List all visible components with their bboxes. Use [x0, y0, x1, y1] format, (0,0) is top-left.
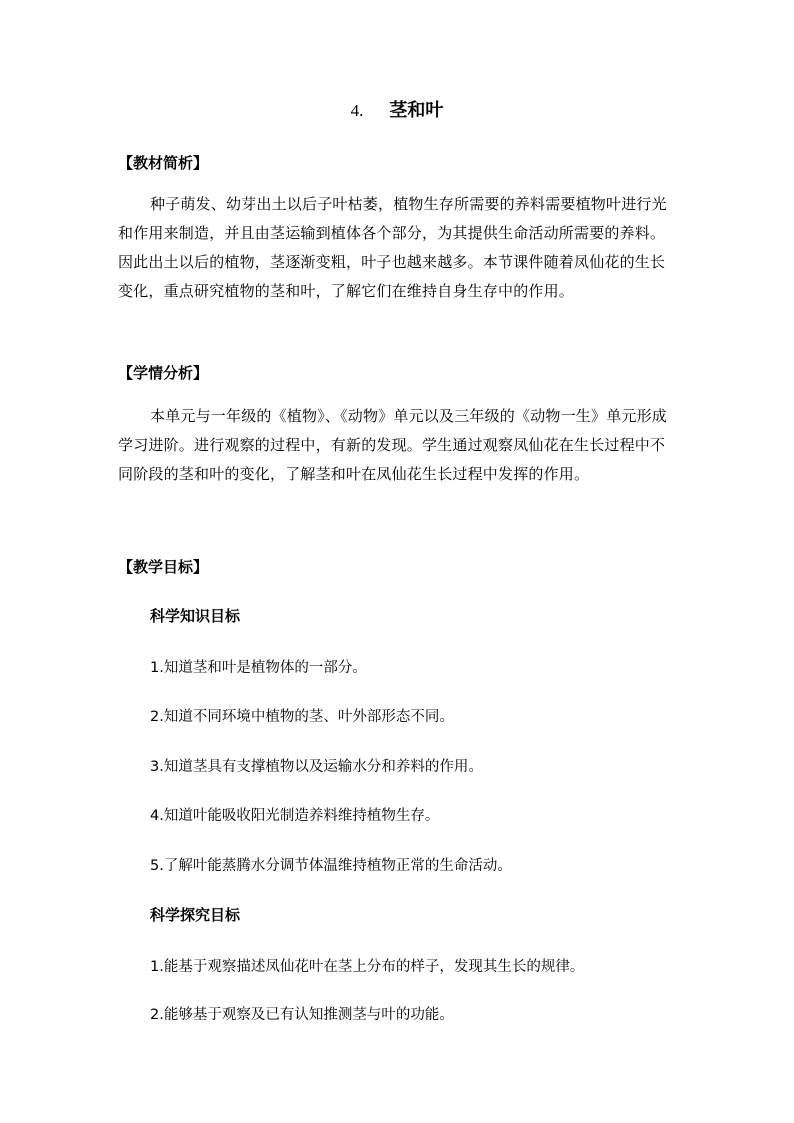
inquiry-item-2: 2.能够基于观察及已有认知推测茎与叶的功能。 [150, 1007, 454, 1023]
knowledge-item-3: 3.知道茎具有支撑植物以及运输水分和养料的作用。 [150, 759, 483, 775]
section-heading-learner: 【学情分析】 [118, 364, 209, 382]
inquiry-item-1: 1.能基于观察描述凤仙花叶在茎上分布的样子，发现其生长的规律。 [150, 959, 585, 975]
inquiry-goals-heading: 科学探究目标 [150, 906, 241, 924]
title-text: 茎和叶 [389, 100, 444, 121]
knowledge-item-4: 4.知道叶能吸收阳光制造养料维持植物生存。 [150, 808, 440, 824]
title-number: 4. [350, 101, 364, 120]
section-heading-analysis: 【教材简析】 [118, 154, 209, 172]
knowledge-goals-heading: 科学知识目标 [150, 607, 241, 625]
knowledge-item-2: 2.知道不同环境中植物的茎、叶外部形态不同。 [150, 709, 454, 725]
section-heading-goals: 【教学目标】 [118, 558, 209, 576]
knowledge-item-1: 1.知道茎和叶是植物体的一部分。 [150, 660, 367, 676]
learner-paragraph: 本单元与一年级的《植物》、《动物》单元以及三年级的《动物一生》单元形成学习进阶。进行观察的过程中，有新的发现。学生通过观察凤仙花在生长过程中不同阶段的茎和叶的变化，了解茎和叶在凤仙花生长过程中发挥的作用。 [118, 407, 668, 483]
analysis-paragraph: 种子萌发、幼芽出土以后子叶枯萎，植物生存所需要的养料需要植物叶进行光和作用来制造，并且由茎运输到植体各个部分，为其提供生命活动所需要的养料。因此出土以后的植物，茎逐渐变粗，叶子也越来越多。本节课件随着凤仙花的生长变化，重点研究植物的茎和叶，了解它们在维持自身生存中的作用。 [118, 195, 667, 300]
page-title [0, 96, 794, 122]
knowledge-item-5: 5.了解叶能蒸腾水分调节体温维持植物正常的生命活动。 [150, 858, 512, 874]
